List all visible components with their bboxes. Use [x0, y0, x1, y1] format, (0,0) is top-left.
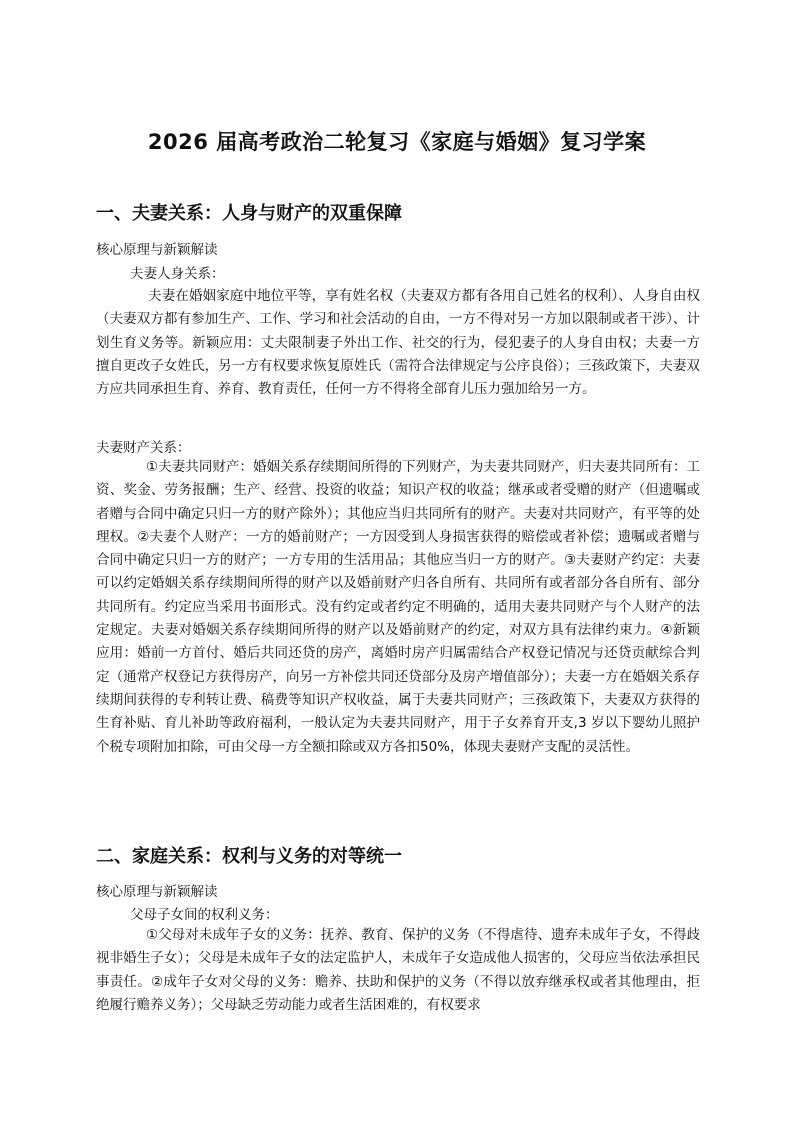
property-relation-text: ①夫妻共同财产：婚姻关系存续期间所得的下列财产，为夫妻共同财产，归夫妻共同所有：工资、奖金、劳务报酬；生产、经营、投资的收益；知识产权的收益；继承或者受赠的财产（但遗嘱或者赠与合同中确定只归一方的财产除外）；其他应当归共同所有的财产。夫妻对共同财产，有平等的处理权。②夫妻个人财产：一方的婚前财产；一方因受到人身损害获得的赔偿或者补偿；遗嘱或者赠与合同中确定只归一方的财产；一方专用的生活用品；其他应当归一方的财产。③夫妻财产约定：夫妻可以约定婚姻关系存续期间所得的财产以及婚前财产归各自所有、共同所有或者部分各自所有、部分共同所有。约定应当采用书面形式。没有约定或者约定不明确的，适用夫妻共同财产与个人财产的法定规定。夫妻对婚姻关系存续期间所得的财产以及婚前财产的约定，对双方具有法律约束力。④新颖应用：婚前一方首付、婚后共同还贷的房产，离婚时房产归属需结合产权登记情况与还贷贡献综合判定（通常产权登记方获得房产，向另一方补偿共同还贷部分及房产增值部分）；夫妻一方在婚姻关系存续期间获得的专利转让费、稿费等知识产权收益，属于夫妻共同财产；三孩政策下，夫妻双方获得的生育补贴、育儿补助等政府福利，一般认定为夫妻共同财产，用于子女养育开支,3 岁以下婴幼儿照护个税专项附加扣除，可由父母一方全额扣除或双方各扣50%，体现夫妻财产支配的灵活性。 [96, 459, 700, 755]
page-title: 2026 届高考政治二轮复习《家庭与婚姻》复习学案 [147, 130, 647, 154]
personal-relation-paragraph [96, 285, 700, 401]
section2-heading: 二、家庭关系：权利与义务的对等统一 [96, 846, 402, 867]
parent-child-label: 父母子女间的权利义务： [130, 907, 279, 923]
parent-child-text: ①父母对未成年子女的义务：抚养、教育、保护的义务（不得虐待、遗弃未成年子女，不得歧视非婚生子女）；父母是未成年子女的法定监护人，未成年子女造成他人损害的，父母应当依法承担民事责任。②成年子女对父母的义务：赡养、扶助和保护的义务（不得以放弃继承权或者其他理由，拒绝履行赡养义务）；父母缺乏劳动能力或者生活困难的，有权要求 [96, 927, 700, 1013]
property-relation-paragraph [96, 456, 700, 759]
section1-intro-label: 核心原理与新颖解读 [96, 242, 218, 258]
section1-heading: 一、夫妻关系：人身与财产的双重保障 [96, 203, 402, 224]
personal-relation-text: 夫妻在婚姻家庭中地位平等，享有姓名权（夫妻双方都有各用自己姓名的权利）、人身自由权（夫妻双方都有参加生产、工作、学习和社会活动的自由，一方不得对另一方加以限制或者干涉）、计划生育义务等。新颖应用：丈夫限制妻子外出工作、社交的行为，侵犯妻子的人身自由权；夫妻一方擅自更改子女姓氏，另一方有权要求恢复原姓氏（需符合法律规定与公序良俗）；三孩政策下，夫妻双方应共同承担生育、养育、教育责任，任何一方不得将全部育儿压力强加给另一方。 [96, 288, 700, 398]
personal-relation-label: 夫妻人身关系： [130, 266, 225, 282]
property-relation-label: 夫妻财产关系： [96, 440, 191, 456]
section2-intro-label: 核心原理与新颖解读 [96, 884, 218, 900]
parent-child-paragraph [96, 924, 700, 1017]
